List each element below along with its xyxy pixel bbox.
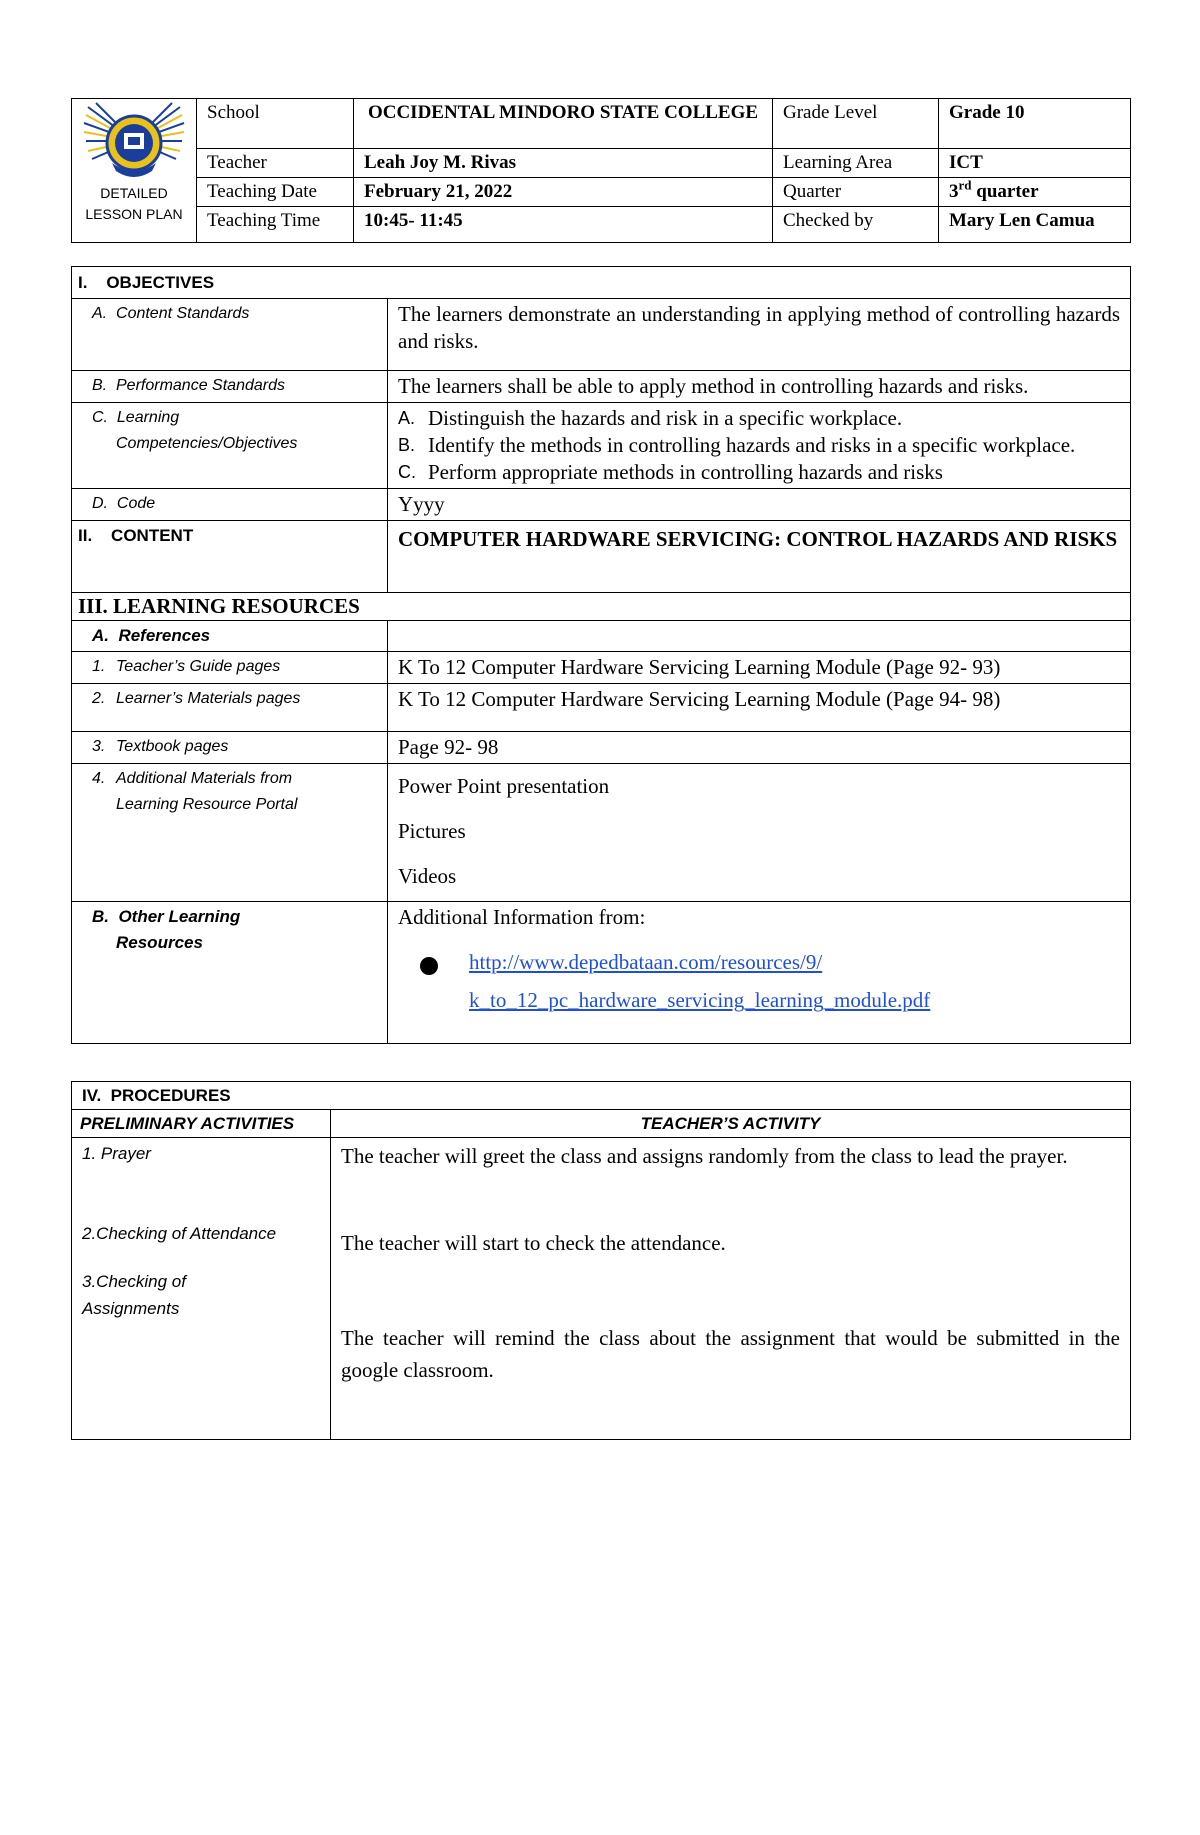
competencies-label-line2: Competencies/Objectives xyxy=(116,435,298,452)
textbook-value: Page 92- 98 xyxy=(388,732,1131,764)
learners-materials-value: K To 12 Computer Hardware Servicing Learning Module (Page 94- 98) xyxy=(388,684,1131,732)
activity-assignments-line2: Assignments xyxy=(82,1299,180,1318)
content-standards-value: The learners demonstrate an understanding in applying method of controlling hazards and risks. xyxy=(388,299,1131,371)
performance-standards-value: The learners shall be able to apply method in controlling hazards and risks. xyxy=(388,371,1131,403)
logo-cell xyxy=(72,99,197,243)
list-item: Power Point presentation xyxy=(398,774,610,798)
list-item: Videos xyxy=(398,864,457,888)
teacher-activity-prayer: The teacher will greet the class and assigns randomly from the class to lead the prayer. xyxy=(341,1144,1068,1168)
header-table xyxy=(71,98,1131,243)
content-value: COMPUTER HARDWARE SERVICING: CONTROL HAZARDS AND RISKS xyxy=(388,521,1131,593)
school-seal-icon xyxy=(82,101,186,185)
preliminary-activities-header: PRELIMINARY ACTIVITIES xyxy=(72,1110,331,1138)
quarter-value xyxy=(939,178,1131,207)
references-label: A. References xyxy=(72,621,388,652)
content-heading: II. CONTENT xyxy=(72,521,388,593)
school-value: OCCIDENTAL MINDORO STATE COLLEGE xyxy=(354,99,773,149)
teachers-activity-header: TEACHER’S ACTIVITY xyxy=(331,1110,1131,1138)
code-value: Yyyy xyxy=(388,489,1131,521)
teachers-guide-label: 1. Teacher’s Guide pages xyxy=(72,652,388,684)
competencies-label-line1: C. Learning xyxy=(92,409,180,426)
references-value xyxy=(388,621,1131,652)
objectives-heading: I. OBJECTIVES xyxy=(72,267,1131,299)
preliminary-activities-cell xyxy=(72,1138,331,1440)
teaching-date-value: February 21, 2022 xyxy=(354,178,773,207)
logo-text-line1: DETAILED xyxy=(100,185,168,201)
resource-link-line1[interactable]: http://www.depedbataan.com/resources/9/ xyxy=(469,950,823,974)
additional-materials-label: 4. Additional Materials from Learning Resource Portal xyxy=(72,764,388,902)
other-resources-value xyxy=(388,902,1131,1044)
teacher-activity-attendance: The teacher will start to check the attendance. xyxy=(341,1231,726,1255)
learning-area-label: Learning Area xyxy=(773,149,939,178)
teachers-activity-cell xyxy=(331,1138,1131,1440)
competencies-label xyxy=(72,403,388,489)
learning-area-value: ICT xyxy=(939,149,1131,178)
performance-standards-label: B. Performance Standards xyxy=(72,371,388,403)
other-resources-label: B. Other Learning Resources xyxy=(72,902,388,1044)
teacher-value: Leah Joy M. Rivas xyxy=(354,149,773,178)
competencies-value xyxy=(388,403,1131,489)
grade-level-label: Grade Level xyxy=(773,99,939,149)
list-item: A. Distinguish the hazards and risk in a specific workplace. xyxy=(398,406,903,430)
list-item: Pictures xyxy=(398,819,466,843)
school-label: School xyxy=(197,99,354,149)
teaching-time-label: Teaching Time xyxy=(197,207,354,243)
teaching-date-label: Teaching Date xyxy=(197,178,354,207)
quarter-label: Quarter xyxy=(773,178,939,207)
teaching-time-value: 10:45- 11:45 xyxy=(354,207,773,243)
activity-prayer: 1. Prayer xyxy=(82,1144,151,1163)
procedures-table xyxy=(71,1081,1131,1440)
grade-level-value: Grade 10 xyxy=(939,99,1131,149)
teachers-guide-value: K To 12 Computer Hardware Servicing Learning Module (Page 92- 93) xyxy=(388,652,1131,684)
teacher-activity-assignments: The teacher will remind the class about the assignment that would be submitted in the google classroom. xyxy=(341,1326,1120,1382)
activity-assignments-line1: 3.Checking of xyxy=(82,1272,186,1291)
quarter-suffix: rd xyxy=(958,177,972,193)
list-item: C. Perform appropriate methods in controlling hazards and risks xyxy=(398,460,943,484)
learning-resources-heading: III. LEARNING RESOURCES xyxy=(72,593,1131,621)
objectives-table xyxy=(71,266,1131,1044)
logo-text-line2: LESSON PLAN xyxy=(85,206,183,222)
quarter-number: 3 xyxy=(949,181,959,202)
teacher-label: Teacher xyxy=(197,149,354,178)
bullet-icon xyxy=(420,957,438,975)
list-item: B. Identify the methods in controlling hazards and risks in a specific workplace. xyxy=(398,433,1076,457)
additional-materials-value xyxy=(388,764,1131,902)
content-standards-label: A. Content Standards xyxy=(72,299,388,371)
resource-link-line2[interactable]: k_to_12_pc_hardware_servicing_learning_module.pdf xyxy=(469,988,931,1012)
procedures-heading: IV. PROCEDURES xyxy=(72,1082,1131,1110)
competencies-list xyxy=(398,405,1120,486)
other-resources-intro: Additional Information from: xyxy=(398,905,646,929)
code-label: D. Code xyxy=(72,489,388,521)
activity-attendance: 2.Checking of Attendance xyxy=(82,1224,277,1243)
textbook-label: 3. Textbook pages xyxy=(72,732,388,764)
checked-by-label: Checked by xyxy=(773,207,939,243)
quarter-word: quarter xyxy=(971,181,1039,202)
learners-materials-label: 2. Learner’s Materials pages xyxy=(72,684,388,732)
checked-by-value: Mary Len Camua xyxy=(939,207,1131,243)
